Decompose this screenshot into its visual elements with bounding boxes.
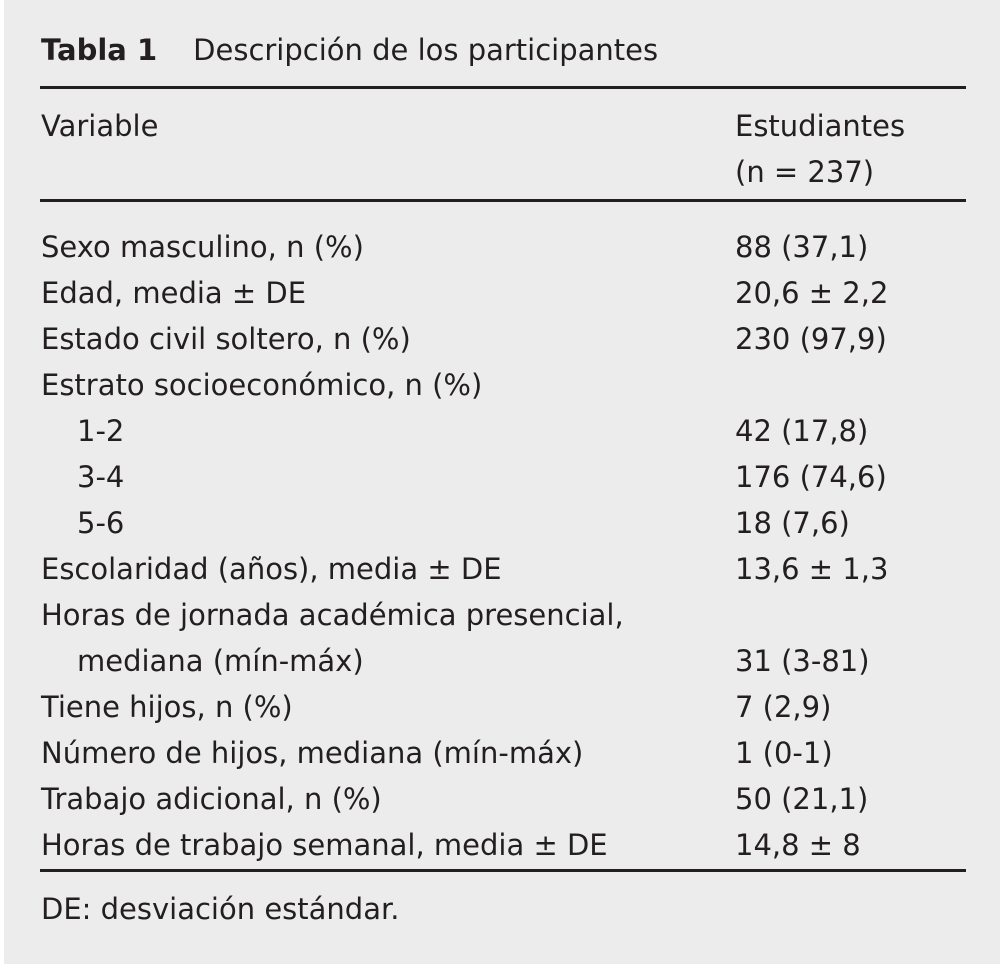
- row-value: 50 (21,1): [735, 782, 869, 816]
- row-variable: Edad, media ± DE: [41, 276, 307, 310]
- row-variable: Número de hijos, mediana (mín-máx): [41, 736, 584, 770]
- row-value: 88 (37,1): [735, 230, 869, 264]
- top-rule: [40, 86, 966, 89]
- row-value: 18 (7,6): [735, 506, 850, 540]
- row-value: 7 (2,9): [735, 690, 832, 724]
- row-variable: Estrato socioeconómico, n (%): [41, 368, 483, 402]
- row-variable: mediana (mín-máx): [77, 644, 364, 678]
- row-value: 1 (0-1): [735, 736, 833, 770]
- table-caption: Descripción de los participantes: [193, 33, 659, 67]
- table-title: [41, 28, 658, 72]
- header-rule: [40, 199, 966, 202]
- row-value: 42 (17,8): [735, 414, 869, 448]
- row-value: 176 (74,6): [735, 460, 887, 494]
- header-group-n: (n = 237): [735, 155, 875, 189]
- row-variable: Horas de jornada académica presencial,: [41, 598, 624, 632]
- row-variable: Sexo masculino, n (%): [41, 230, 364, 264]
- row-value: 14,8 ± 8: [735, 828, 861, 862]
- row-variable: 3-4: [77, 460, 125, 494]
- table-label: Tabla 1: [41, 33, 158, 67]
- row-variable: Escolaridad (años), media ± DE: [41, 552, 502, 586]
- row-variable: Trabajo adicional, n (%): [41, 782, 382, 816]
- header-variable: Variable: [41, 109, 159, 143]
- table-footnote: DE: desviación estándar.: [41, 892, 400, 926]
- bottom-rule: [40, 869, 966, 872]
- row-value: 20,6 ± 2,2: [735, 276, 889, 310]
- row-variable: Horas de trabajo semanal, media ± DE: [41, 828, 608, 862]
- row-variable: 1-2: [77, 414, 125, 448]
- row-value: 230 (97,9): [735, 322, 887, 356]
- row-variable: 5-6: [77, 506, 125, 540]
- row-variable: Estado civil soltero, n (%): [41, 322, 411, 356]
- row-value: 13,6 ± 1,3: [735, 552, 889, 586]
- row-variable: Tiene hijos, n (%): [41, 690, 293, 724]
- row-value: 31 (3-81): [735, 644, 870, 678]
- header-group: Estudiantes: [735, 109, 906, 143]
